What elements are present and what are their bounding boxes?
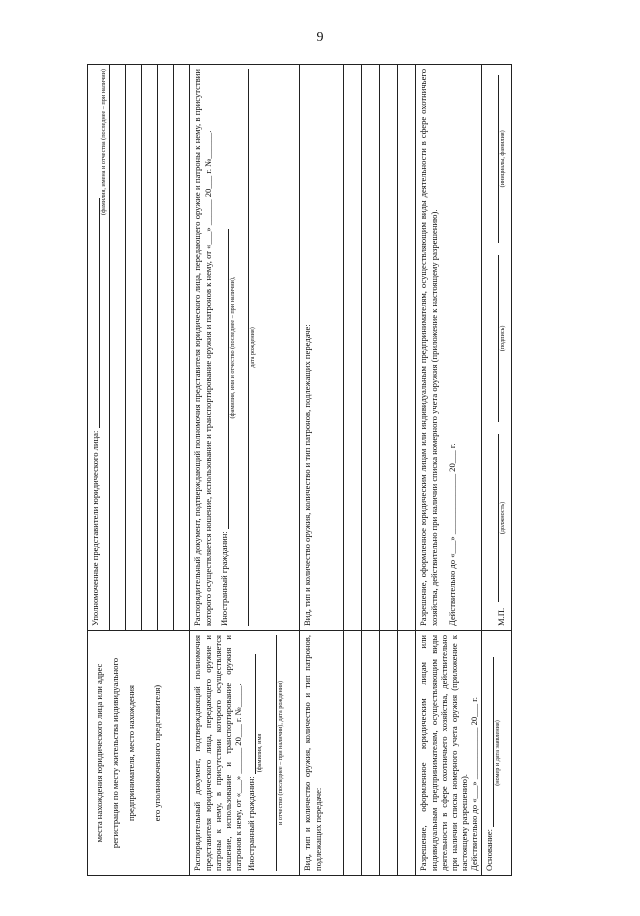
right-birth-caption: дата рождения) xyxy=(249,327,257,368)
left-foreign-caption-2: и отчество (последнее – при наличии), дата рождения) xyxy=(276,680,284,826)
permit-form-table xyxy=(87,64,512,876)
right-blank-row-2 xyxy=(126,65,142,631)
page-number: 9 xyxy=(316,30,324,45)
left-address-cell xyxy=(88,631,190,876)
rotated-form xyxy=(87,64,507,876)
left-blank-weapons-4 xyxy=(398,631,416,876)
right-doc-text: Распорядительный документ, подтверждающий полномочия представителя юридического лица, передающего оружие и патроны к нему, в присутствии которого осуществляется ношение, использование и транспортирование оружия и патронов к нему, от «___» ______ 20___ г. №______. xyxy=(192,69,213,626)
right-weapons-cell xyxy=(300,65,344,631)
basis-caption: (номер и дата заявления) xyxy=(494,720,502,786)
right-valid-until: Действительно до «___» ______________ 20___ г. xyxy=(446,443,457,626)
right-permit-cell xyxy=(416,65,482,631)
ip-location-text: предпринимателя, место нахождения xyxy=(126,685,137,821)
right-document-cell xyxy=(190,65,300,631)
left-blank-weapons-2 xyxy=(362,631,380,876)
reps-label: Уполномоченные представители юридического лица: xyxy=(90,430,100,626)
left-weapons-text: Вид, тип и количество оружия, количество и тип патронов, подлежащих передаче: xyxy=(302,635,323,871)
left-doc-text: Распорядительный документ, подтверждающий полномочия представителя юридического лица, передающего оружие и патроны к нему, в присутствии которого осуществляется ношение, использование и транспортирование оружия и патронов к нему, от «___» ______ 20___ г. №_____. xyxy=(192,635,244,871)
right-blank-weapons-3 xyxy=(380,65,398,631)
left-blank-weapons-1 xyxy=(344,631,362,876)
left-blank-weapons-3 xyxy=(380,631,398,876)
right-foreign-label: Иностранный гражданин: xyxy=(218,531,229,626)
left-permit-text: Разрешение, оформленное юридическим лицам или индивидуальным предпринимателям, осуществляющим виды деятельности в сфере охотничьего хозяйства, действительно при наличии списка номерного учета оружия (приложение к настоящему разрешению). xyxy=(418,635,470,871)
ip-registration-text: регистрации по месту жительства индивидуального xyxy=(110,657,121,849)
right-blank-weapons-4 xyxy=(398,65,416,631)
right-foreign-caption: (фамилия, имя и отчество (последнее – при наличии), xyxy=(228,276,236,419)
right-blank-row-1 xyxy=(110,65,126,631)
stamp-place: М.П. xyxy=(496,607,507,626)
left-valid-until: Действительно до «___» ____________ 20___ г. xyxy=(469,697,480,871)
left-document-cell xyxy=(190,631,300,876)
right-permit-text: Разрешение, оформленное юридическим лицам или индивидуальным предпринимателям, осуществляющим виды деятельности в сфере охотничьего хозяйства, действительно при наличии списка номерного учета оружия (приложение к настоящему разрешению). xyxy=(418,69,439,626)
left-weapons-cell xyxy=(300,631,344,876)
right-blank-weapons-1 xyxy=(344,65,362,631)
sig-position-caption: (должность) xyxy=(499,501,507,535)
reps-caption: (фамилия, имена и отчества (последнее – при наличии) xyxy=(100,69,108,215)
right-signature-cell xyxy=(482,65,512,631)
left-permit-cell xyxy=(416,631,482,876)
right-reps-cell xyxy=(88,65,110,631)
right-blank-row-3 xyxy=(142,65,158,631)
basis-label: Основание: xyxy=(484,828,495,871)
sig-name-caption: (инициалы, фамилия) xyxy=(499,130,507,188)
right-weapons-text: Вид, тип и количество оружия, количество и тип патронов, подлежащих передаче: xyxy=(302,324,313,626)
org-address-text: места нахождения юридического лица или адрес xyxy=(94,663,104,843)
left-foreign-label: Иностранный гражданин: xyxy=(246,776,257,871)
authorized-rep-text: его уполномоченного представителя) xyxy=(152,684,163,822)
right-blank-row-4 xyxy=(158,65,174,631)
left-foreign-caption-1: (фамилия, имя xyxy=(256,733,264,773)
right-blank-weapons-2 xyxy=(362,65,380,631)
left-basis-cell xyxy=(482,631,512,876)
right-blank-row-5 xyxy=(174,65,190,631)
sig-signature-caption: (подпись) xyxy=(499,325,507,352)
